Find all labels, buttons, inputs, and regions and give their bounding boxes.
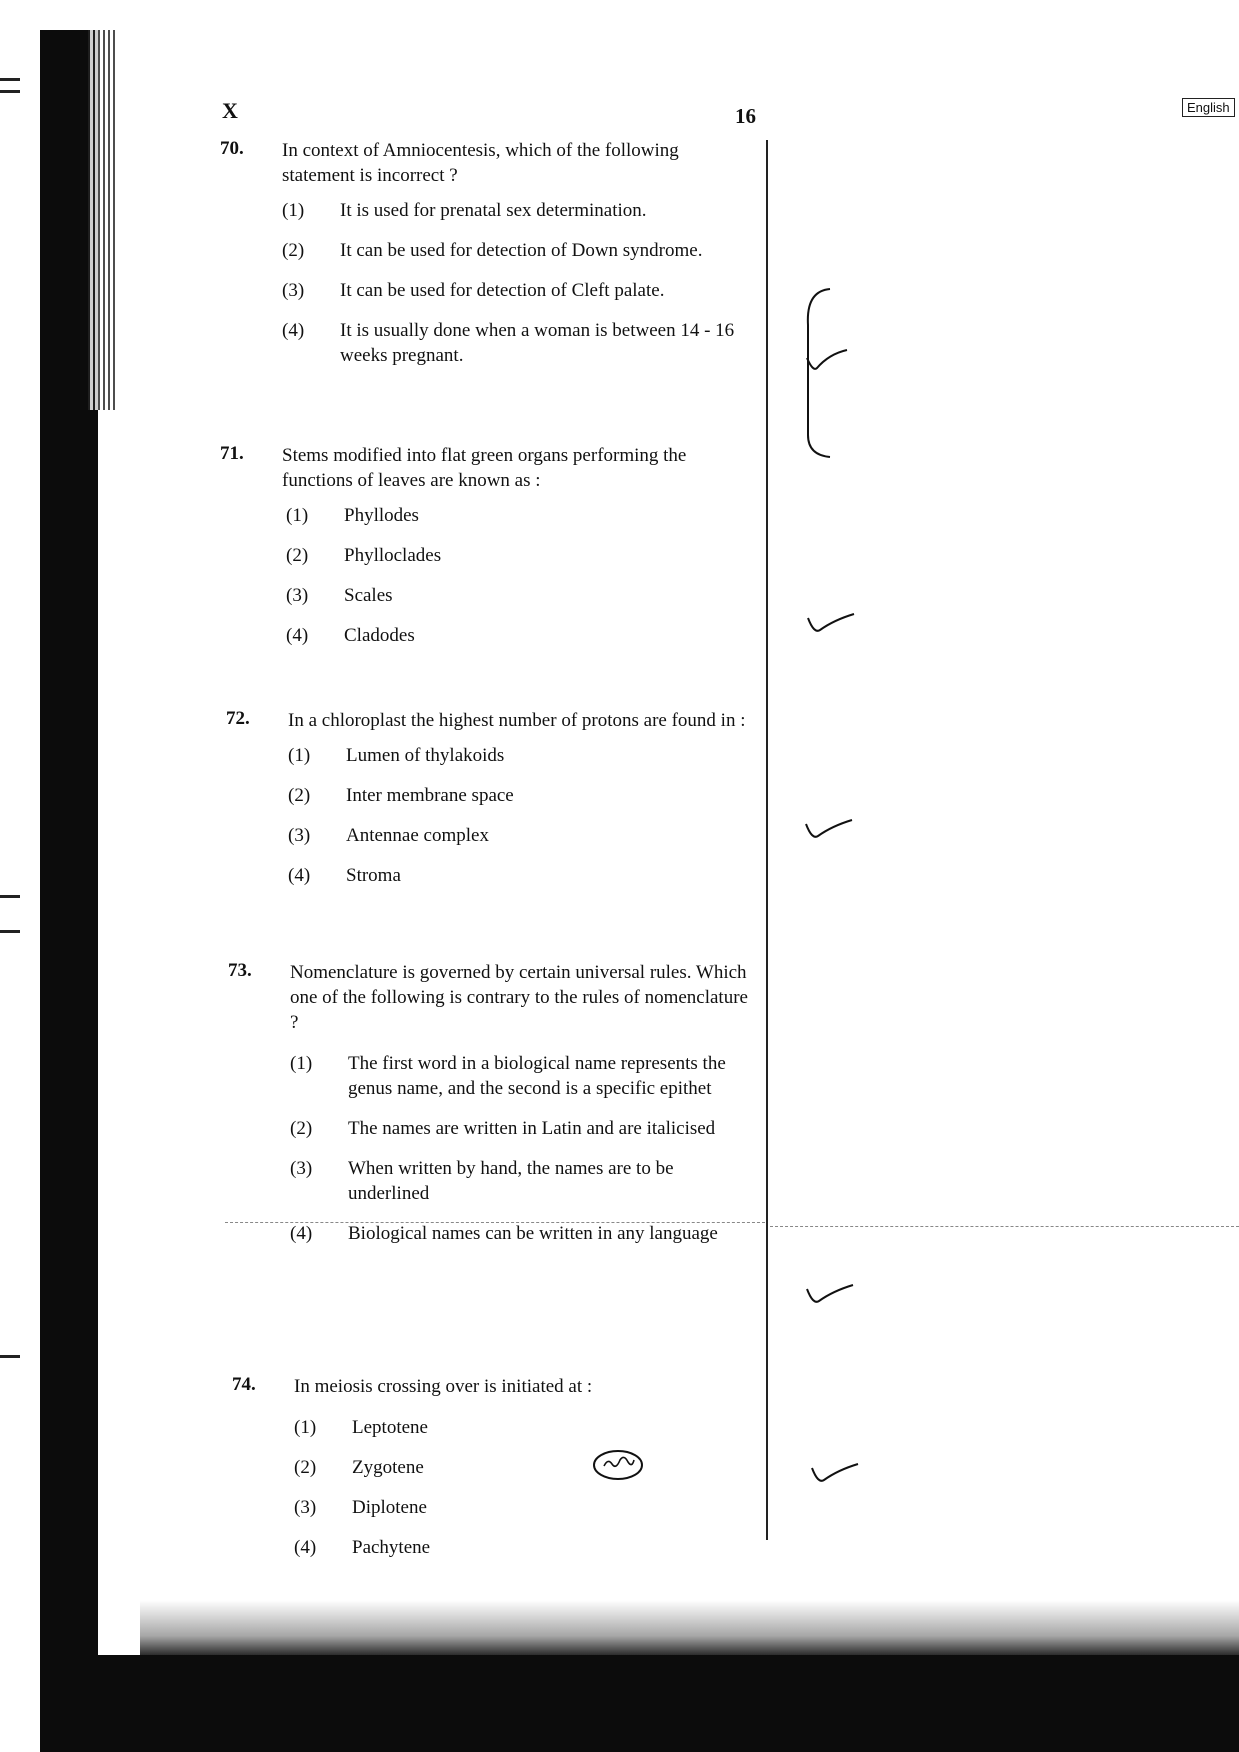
edge-mark — [0, 895, 20, 898]
options-list — [294, 1415, 762, 1560]
option[interactable] — [282, 318, 750, 368]
edge-mark — [0, 90, 20, 93]
option[interactable] — [290, 1221, 758, 1246]
binder-hatching — [88, 30, 118, 410]
option[interactable] — [294, 1535, 762, 1560]
option-number: (4) — [288, 865, 311, 886]
tick-mark-icon — [810, 1462, 860, 1490]
option-text: When written by hand, the names are to be underlined — [348, 1158, 674, 1204]
option-number: (1) — [282, 200, 305, 221]
option-number: (4) — [294, 1537, 317, 1558]
tick-mark-icon — [805, 1283, 855, 1311]
option[interactable] — [290, 1156, 758, 1206]
option-number: (2) — [286, 545, 309, 566]
question-stem: Stems modified into flat green organs performing the functions of leaves are known as : — [282, 445, 687, 491]
scan-bottom-fade — [140, 1600, 1239, 1660]
option-text: It is used for prenatal sex determination. — [340, 200, 647, 221]
question-71-en — [220, 443, 750, 663]
scan-bottom-shadow — [40, 1655, 1239, 1752]
option-text: Antennae complex — [346, 825, 489, 846]
scan-binding-shadow — [0, 0, 100, 1752]
options-list — [286, 503, 750, 648]
option-number: (1) — [294, 1417, 317, 1438]
option-number: (2) — [288, 785, 311, 806]
option-text: Pachytene — [352, 1537, 431, 1558]
option-number: (1) — [288, 745, 311, 766]
section-separator — [225, 1222, 765, 1223]
option-number: (4) — [290, 1223, 313, 1244]
option[interactable] — [282, 238, 750, 263]
option-text: Biological names can be written in any language — [348, 1223, 718, 1244]
options-list — [290, 1051, 758, 1246]
option-text: Cladodes — [344, 625, 415, 646]
option-number: (1) — [286, 505, 309, 526]
language-tag: English — [1182, 98, 1235, 117]
page-number: 16 — [735, 104, 756, 128]
column-divider — [766, 140, 768, 1540]
edge-mark — [0, 1355, 20, 1358]
option[interactable] — [286, 503, 750, 528]
option[interactable] — [286, 543, 750, 568]
option[interactable] — [288, 783, 756, 808]
option[interactable] — [286, 623, 750, 648]
question-number: 72. — [226, 708, 250, 729]
question-stem: In a chloroplast the highest number of protons are found in : — [288, 710, 746, 731]
options-list — [288, 743, 756, 888]
option-text: Diplotene — [352, 1497, 427, 1518]
option-number: (3) — [288, 825, 311, 846]
option-number: (3) — [294, 1497, 317, 1518]
option-text: Inter membrane space — [346, 785, 514, 806]
edge-mark — [0, 78, 20, 81]
section-separator — [770, 1226, 1239, 1227]
option[interactable] — [286, 583, 750, 608]
option[interactable] — [288, 823, 756, 848]
option-text: Scales — [344, 585, 393, 606]
question-number: 71. — [220, 443, 244, 464]
set-code: X — [222, 98, 238, 123]
option[interactable] — [282, 278, 750, 303]
option-number: (1) — [290, 1053, 313, 1074]
option-text: Leptotene — [352, 1417, 428, 1438]
option-text: The names are written in Latin and are italicised — [348, 1118, 716, 1139]
option-text: Lumen of thylakoids — [346, 745, 505, 766]
tick-mark-icon — [804, 818, 854, 846]
option[interactable] — [290, 1116, 758, 1141]
tick-mark-icon — [806, 612, 856, 640]
option-text: It is usually done when a woman is between 14 - 16 weeks pregnant. — [340, 320, 735, 366]
question-74-en — [232, 1374, 762, 1575]
option[interactable] — [282, 198, 750, 223]
option[interactable] — [290, 1051, 758, 1101]
invigilator-scribble-icon — [592, 1448, 644, 1482]
question-stem: Nomenclature is governed by certain universal rules. Which one of the following is contrary to the rules of nomenclature ? — [290, 962, 748, 1033]
option-number: (3) — [290, 1158, 313, 1179]
option-number: (2) — [282, 240, 305, 261]
question-number: 74. — [232, 1374, 256, 1395]
option-number: (2) — [290, 1118, 313, 1139]
question-72-en — [226, 708, 756, 903]
question-number: 73. — [228, 960, 252, 981]
option-text: It can be used for detection of Cleft palate. — [340, 280, 665, 301]
option-number: (4) — [286, 625, 309, 646]
option-text: It can be used for detection of Down syndrome. — [340, 240, 703, 261]
question-73-en — [228, 960, 758, 1261]
option-text: Stroma — [346, 865, 401, 886]
option[interactable] — [294, 1415, 762, 1440]
option-number: (4) — [282, 320, 305, 341]
option-number: (3) — [286, 585, 309, 606]
option-text: The first word in a biological name represents the genus name, and the second is a specific epithet — [348, 1053, 726, 1099]
edge-mark — [0, 930, 20, 933]
option[interactable] — [294, 1495, 762, 1520]
option-text: Phylloclades — [344, 545, 442, 566]
options-list — [282, 198, 750, 368]
question-70-en — [220, 138, 750, 383]
tick-mark-icon — [805, 348, 850, 378]
option-text: Phyllodes — [344, 505, 419, 526]
option-number: (2) — [294, 1457, 317, 1478]
question-stem: In context of Amniocentesis, which of the following statement is incorrect ? — [282, 140, 679, 186]
option[interactable] — [288, 863, 756, 888]
question-stem: In meiosis crossing over is initiated at : — [294, 1376, 593, 1397]
question-number: 70. — [220, 138, 244, 159]
option-number: (3) — [282, 280, 305, 301]
option[interactable] — [294, 1455, 762, 1480]
option[interactable] — [288, 743, 756, 768]
option-text: Zygotene — [352, 1457, 424, 1478]
